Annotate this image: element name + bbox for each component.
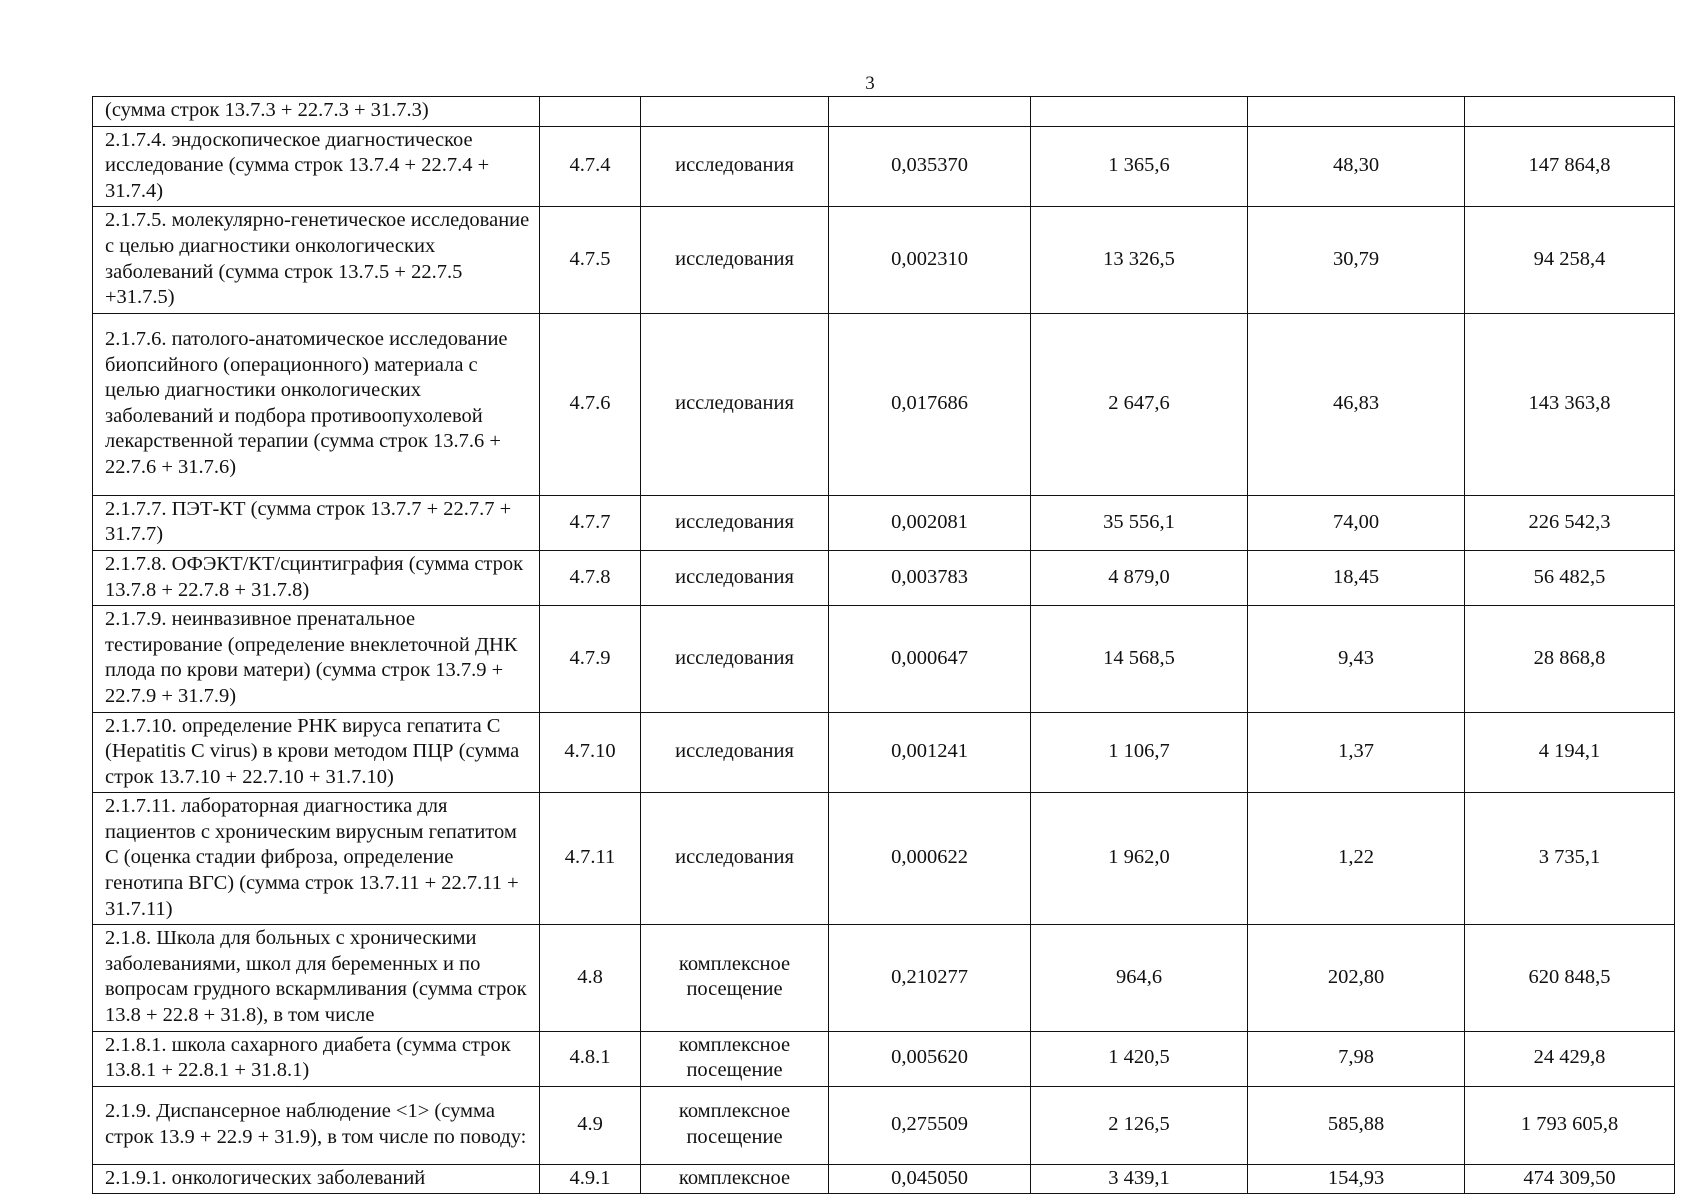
cell-norm: 0,000622 (829, 793, 1031, 925)
cell-total: 620 848,5 (1465, 925, 1675, 1031)
cell-total: 4 194,1 (1465, 712, 1675, 793)
cell-row-no: 4.9 (540, 1086, 641, 1164)
cell-row-no: 4.7.9 (540, 606, 641, 712)
cell-unit: исследования (641, 793, 829, 925)
cell-total: 56 482,5 (1465, 550, 1675, 605)
cell-total: 474 309,50 (1465, 1164, 1675, 1194)
cell-row-no: 4.7.11 (540, 793, 641, 925)
cell-cost: 964,6 (1031, 925, 1248, 1031)
cell-total: 147 864,8 (1465, 126, 1675, 207)
cell-total: 94 258,4 (1465, 207, 1675, 313)
cell-row-no: 4.9.1 (540, 1164, 641, 1194)
cell-cost (1031, 97, 1248, 127)
cell-row-no: 4.7.7 (540, 495, 641, 550)
cell-row-no: 4.7.4 (540, 126, 641, 207)
cell-unit: исследования (641, 712, 829, 793)
cell-cost: 35 556,1 (1031, 495, 1248, 550)
cell-cost: 1 962,0 (1031, 793, 1248, 925)
cell-name: 2.1.7.9. неинвазивное пренатальное тестирование (определение внеклеточной ДНК плода по крови матери) (сумма строк 13.7.9 + 22.7.9 + 31.7.9) (93, 606, 540, 712)
cell-total: 24 429,8 (1465, 1031, 1675, 1086)
cell-unit: комплексное посещение (641, 925, 829, 1031)
cell-cost: 13 326,5 (1031, 207, 1248, 313)
cell-total (1465, 97, 1675, 127)
cell-total: 3 735,1 (1465, 793, 1675, 925)
cell-unit: исследования (641, 313, 829, 495)
cell-norm: 0,001241 (829, 712, 1031, 793)
table-row (93, 126, 1675, 207)
cell-per-capita: 30,79 (1248, 207, 1465, 313)
cell-name: 2.1.7.4. эндоскопическое диагностическое исследование (сумма строк 13.7.4 + 22.7.4 + 31.7.4) (93, 126, 540, 207)
cell-per-capita: 585,88 (1248, 1086, 1465, 1164)
cell-norm: 0,002310 (829, 207, 1031, 313)
cell-cost: 1 365,6 (1031, 126, 1248, 207)
cell-unit: комплексное посещение (641, 1031, 829, 1086)
cell-cost: 2 126,5 (1031, 1086, 1248, 1164)
cell-norm: 0,003783 (829, 550, 1031, 605)
cell-unit: комплексное посещение (641, 1086, 829, 1164)
cell-name: 2.1.7.11. лабораторная диагностика для пациентов с хроническим вирусным гепатитом С (оценка стадии фиброза, определение генотипа ВГС) (сумма строк 13.7.11 + 22.7.11 + 31.7.11) (93, 793, 540, 925)
cell-row-no: 4.7.5 (540, 207, 641, 313)
cell-cost: 2 647,6 (1031, 313, 1248, 495)
cell-row-no: 4.7.10 (540, 712, 641, 793)
cell-per-capita: 18,45 (1248, 550, 1465, 605)
cell-unit: комплексное (641, 1164, 829, 1194)
cell-name: 2.1.7.8. ОФЭКТ/КТ/сцинтиграфия (сумма строк 13.7.8 + 22.7.8 + 31.7.8) (93, 550, 540, 605)
table-row (93, 606, 1675, 712)
cell-norm: 0,000647 (829, 606, 1031, 712)
page-number: 3 (865, 73, 875, 94)
table-row (93, 207, 1675, 313)
cell-name: 2.1.8. Школа для больных с хроническими заболеваниями, школ для беременных и по вопросам грудного вскармливания (сумма строк 13.8 + 22.8 + 31.8), в том числе (93, 925, 540, 1031)
cell-unit (641, 97, 829, 127)
table-row (93, 550, 1675, 605)
cell-row-no: 4.8 (540, 925, 641, 1031)
table-row (93, 1086, 1675, 1164)
cell-norm: 0,210277 (829, 925, 1031, 1031)
cell-unit: исследования (641, 606, 829, 712)
cell-cost: 1 106,7 (1031, 712, 1248, 793)
table-row (93, 97, 1675, 127)
cell-name: 2.1.7.10. определение РНК вируса гепатита С (Hepatitis C virus) в крови методом ПЦР (сумма строк 13.7.10 + 22.7.10 + 31.7.10) (93, 712, 540, 793)
cell-unit: исследования (641, 207, 829, 313)
table-row (93, 712, 1675, 793)
cell-cost: 3 439,1 (1031, 1164, 1248, 1194)
cell-per-capita: 1,22 (1248, 793, 1465, 925)
cell-per-capita: 74,00 (1248, 495, 1465, 550)
cell-norm (829, 97, 1031, 127)
cell-norm: 0,017686 (829, 313, 1031, 495)
cell-unit: исследования (641, 495, 829, 550)
cell-norm: 0,035370 (829, 126, 1031, 207)
cell-per-capita: 202,80 (1248, 925, 1465, 1031)
cell-per-capita: 1,37 (1248, 712, 1465, 793)
cell-row-no: 4.7.8 (540, 550, 641, 605)
cell-total: 226 542,3 (1465, 495, 1675, 550)
cell-name: 2.1.9. Диспансерное наблюдение <1> (сумма строк 13.9 + 22.9 + 31.9), в том числе по поводу: (93, 1086, 540, 1164)
table-row (93, 793, 1675, 925)
cell-cost: 1 420,5 (1031, 1031, 1248, 1086)
cell-norm: 0,002081 (829, 495, 1031, 550)
cell-norm: 0,005620 (829, 1031, 1031, 1086)
cell-norm: 0,275509 (829, 1086, 1031, 1164)
cell-row-no (540, 97, 641, 127)
cell-per-capita (1248, 97, 1465, 127)
cell-name: 2.1.9.1. онкологических заболеваний (93, 1164, 540, 1194)
cell-norm: 0,045050 (829, 1164, 1031, 1194)
cell-per-capita: 46,83 (1248, 313, 1465, 495)
cell-unit: исследования (641, 550, 829, 605)
table-row (93, 925, 1675, 1031)
cell-name: 2.1.7.5. молекулярно-генетическое исследование с целью диагностики онкологических заболеваний (сумма строк 13.7.5 + 22.7.5 +31.7.5) (93, 207, 540, 313)
cell-total: 1 793 605,8 (1465, 1086, 1675, 1164)
table-row (93, 1164, 1675, 1194)
cell-row-no: 4.7.6 (540, 313, 641, 495)
cell-name: (сумма строк 13.7.3 + 22.7.3 + 31.7.3) (93, 97, 540, 127)
table-row (93, 313, 1675, 495)
cell-per-capita: 154,93 (1248, 1164, 1465, 1194)
cell-per-capita: 48,30 (1248, 126, 1465, 207)
cell-total: 28 868,8 (1465, 606, 1675, 712)
cell-per-capita: 7,98 (1248, 1031, 1465, 1086)
cell-name: 2.1.8.1. школа сахарного диабета (сумма строк 13.8.1 + 22.8.1 + 31.8.1) (93, 1031, 540, 1086)
services-table (92, 96, 1675, 1194)
cell-total: 143 363,8 (1465, 313, 1675, 495)
cell-name: 2.1.7.6. патолого-анатомическое исследование биопсийного (операционного) материала с целью диагностики онкологических заболеваний и подбора противоопухолевой лекарственной терапии (сумма строк 13.7.6 + 22.7.6 + 31.7.6) (93, 313, 540, 495)
cell-cost: 14 568,5 (1031, 606, 1248, 712)
table-row (93, 495, 1675, 550)
cell-row-no: 4.8.1 (540, 1031, 641, 1086)
cell-name: 2.1.7.7. ПЭТ-КТ (сумма строк 13.7.7 + 22.7.7 + 31.7.7) (93, 495, 540, 550)
cell-unit: исследования (641, 126, 829, 207)
cell-cost: 4 879,0 (1031, 550, 1248, 605)
table-row (93, 1031, 1675, 1086)
cell-per-capita: 9,43 (1248, 606, 1465, 712)
